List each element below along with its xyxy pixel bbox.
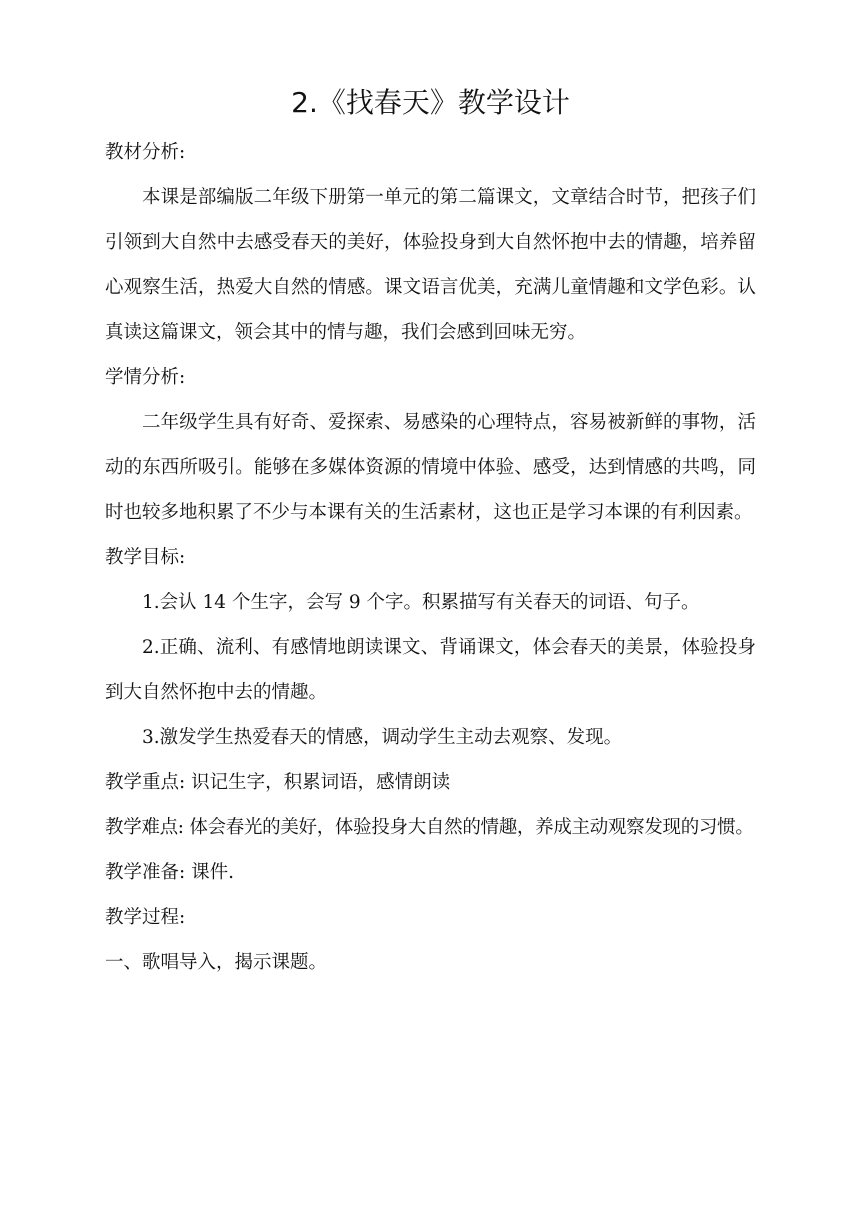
student-analysis-paragraph: 二年级学生具有好奇、爱探索、易感染的心理特点，容易被新鲜的事物，活动的东西所吸引。能够在多媒体资源的情境中体验、感受，达到情感的共鸣，同时也较多地积累了不少与本课有关的生活素材，这也正是学习本课的有利因素。 [105,412,756,523]
objective-item-1: 1.会认 14 个生字，会写 9 个字。积累描写有关春天的词语、句子。 [142,592,700,613]
difficulties-line: 教学难点: 体会春光的美好，体验投身大自然的情趣，养成主动观察发现的习惯。 [105,817,754,838]
teaching-process-heading: 教学过程: [105,907,186,928]
key-points-line: 教学重点: 识记生字，积累词语，感情朗读 [105,772,451,793]
teaching-objectives-heading: 教学目标: [105,547,186,568]
objective-item-2: 2.正确、流利、有感情地朗读课文、背诵课文，体会春天的美景，体验投身到大自然怀抱中去的情趣。 [105,637,756,703]
student-analysis-heading: 学情分析: [105,367,186,388]
objective-item-3: 3.激发学生热爱春天的情感，调动学生主动去观察、发现。 [142,727,623,748]
preparation-line: 教学准备: 课件. [105,862,234,883]
textbook-analysis-paragraph: 本课是部编版二年级下册第一单元的第二篇课文，文章结合时节，把孩子们引领到大自然中去感受春天的美好，体验投身到大自然怀抱中去的情趣，培养留心观察生活，热爱大自然的情感。课文语言优美，充满儿童情趣和文学色彩。认真读这篇课文，领会其中的情与趣，我们会感到回味无穷。 [105,187,756,343]
step-1-heading: 一、歌唱导入，揭示课题。 [105,952,328,973]
document-title: 2.《找春天》教学设计 [291,86,570,119]
document-page [105,78,756,985]
textbook-analysis-heading: 教材分析: [105,142,186,163]
